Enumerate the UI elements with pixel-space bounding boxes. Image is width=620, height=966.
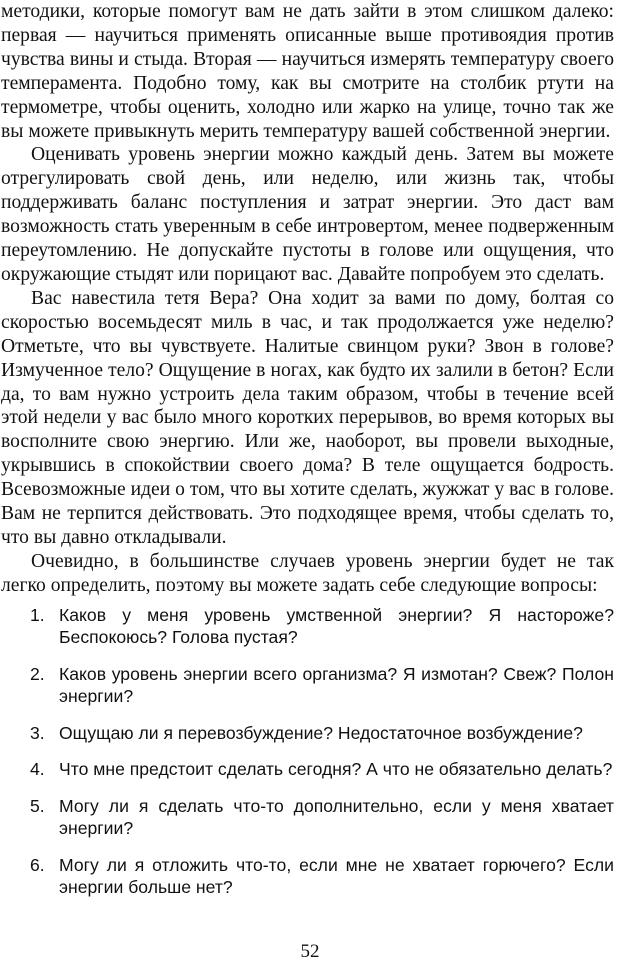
list-item (1, 604, 614, 649)
list-item (1, 854, 614, 899)
list-item-number: 4. (30, 759, 45, 780)
list-item (1, 758, 614, 781)
list-item-text: Могу ли я сделать что-то дополнительно, если у меня хватает энергии? (59, 795, 614, 839)
paragraph-energy-assessment: Оценивать уровень энергии можно каждый день. Затем вы можете отрегулировать свой день, или неделю, или жизнь так, чтобы поддерживать баланс поступления и затрат энергии. Это даст вам возможность стать уверенным в себе интровертом, менее подверженным переутомлению. Не допускайте пустоты в голове или ощущения, что окружающие стыдят или порицают вас. Давайте попробуем это сделать. (1, 144, 614, 285)
paragraph-aunt-vera-example: Вас навестила тетя Вера? Она ходит за вами по дому, болтая со скоростью восемьдесят миль в час, и так продолжается уже неделю? Отметьте, что вы чувствуете. Налитые свинцом руки? Звон в голове? Измученное тело? Ощущение в ногах, как будто их залили в бетон? Если да, то вам нужно устроить дела таким образом, чтобы в течение всей этой недели у вас было много коротких перерывов, во время которых вы восполните свою энергию. Или же, наоборот, вы провели выходные, укрывшись в спокойствии своего дома? В теле ощущается бодрость. Всевозможные идеи о том, что вы хотите сделать, жужжат у вас в голове. Вам не терпится действовать. Это подходящее время, чтобы сделать то, что вы давно откладывали. (1, 287, 614, 548)
list-item-number: 2. (30, 663, 45, 684)
paragraph-questions-intro: Очевидно, в большинстве случаев уровень энергии будет не так легко определить, поэтому вы можете задать себе следующие вопросы: (1, 550, 614, 596)
list-item-text: Каков уровень энергии всего организма? Я измотан? Свеж? Полон энергии? (59, 663, 614, 707)
question-list (1, 604, 614, 899)
body-text (1, 0, 614, 598)
list-item-number: 5. (30, 795, 45, 816)
list-item-number: 3. (30, 722, 45, 743)
list-item-text: Что мне предстоит сделать сегодня? А что не обязательно делать? (59, 759, 613, 780)
list-item-text: Могу ли я отложить что-то, если мне не хватает горючего? Если энергии больше нет? (59, 854, 614, 898)
list-item (1, 663, 614, 708)
list-item-text: Каков у меня уровень умственной энергии? Я настороже? Беспокоюсь? Голова пустая? (59, 604, 614, 648)
list-item-text: Ощущаю ли я перевозбуждение? Недостаточное возбуждение? (59, 722, 583, 743)
list-item (1, 722, 614, 745)
list-item-number: 1. (30, 604, 45, 625)
list-item (1, 795, 614, 840)
paragraph-continuation: методики, которые помогут вам не дать зайти в этом слишком далеко: первая — научиться применять описанные выше противоядия против чувства вины и стыда. Вторая — научиться измерять температуру своего темперамента. Подобно тому, как вы смотрите на столбик ртути на термометре, чтобы оценить, холодно или жарко на улице, точно так же вы можете привыкнуть мерить температуру вашей собственной энергии. (1, 1, 614, 142)
page-number: 52 (300, 941, 320, 962)
list-item-number: 6. (30, 854, 45, 875)
